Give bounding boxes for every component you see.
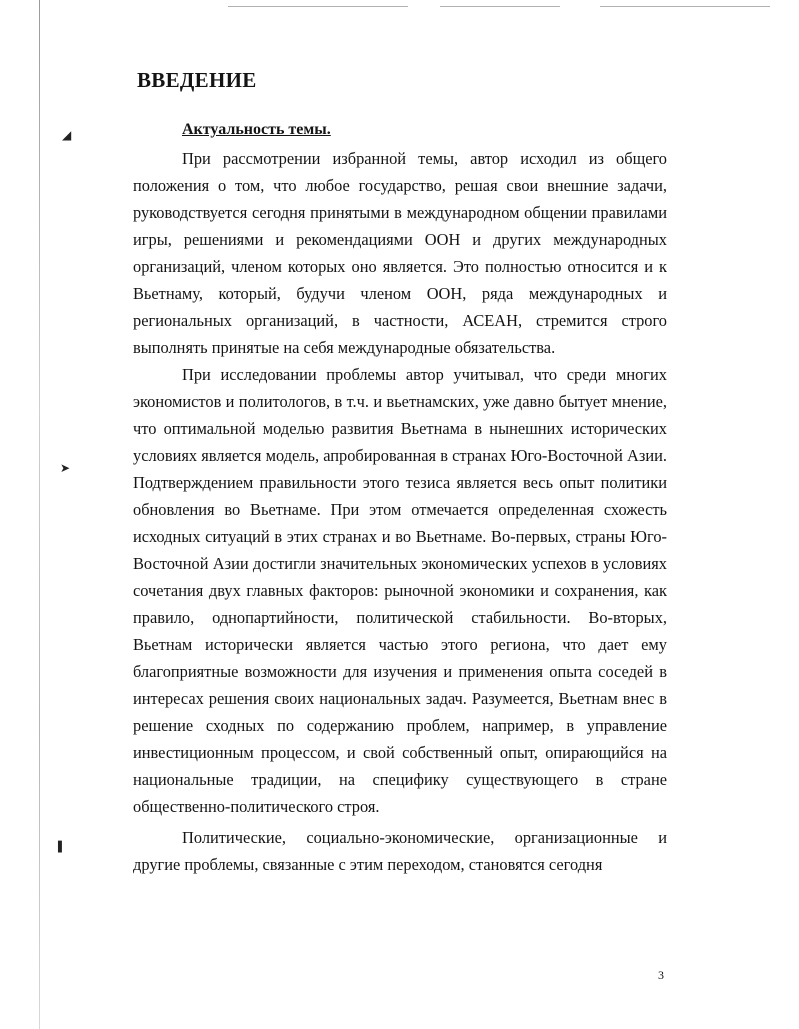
page-number: 3 bbox=[658, 968, 664, 982]
scan-speck-mark: ◢ bbox=[62, 128, 72, 142]
body-text bbox=[133, 145, 667, 878]
paragraph-3: Политические, социально-экономические, организационные и другие проблемы, связанные с этим переходом, становятся сегодня bbox=[133, 828, 667, 874]
paragraph-1: При рассмотрении избранной темы, автор исходил из общего положения о том, что любое государство, решая свои внешние задачи, руководствуется сегодня принятыми в международном общении правилами игры, решениями и рекомендациями ООН и других международных организаций, членом которых оно является. Это полностью относится и к Вьетнаму, который, будучи членом ООН, ряда международных и региональных организаций, в частности, АСЕАН, стремится строго выполнять принятые на себя международные обязательства. bbox=[133, 149, 667, 357]
scan-speck-mark: ▌ bbox=[58, 842, 66, 853]
scan-left-edge bbox=[39, 0, 40, 1029]
scan-top-dash bbox=[228, 6, 408, 7]
scan-top-dash bbox=[440, 6, 560, 7]
page-heading: ВВЕДЕНИЕ bbox=[137, 68, 257, 92]
scan-speck-mark: ➤ bbox=[60, 461, 71, 475]
paragraph-2: При исследовании проблемы автор учитывал, что среди многих экономистов и политологов, в т.ч. и вьетнамских, уже давно бытует мнение, что оптимальной моделью развития Вьетнама в нынешних исторических условиях является модель, апробированная в странах Юго-Восточной Азии. Подтверждением правильности этого тезиса является весь опыт политики обновления во Вьетнаме. При этом отмечается определенная схожесть исходных ситуаций в этих странах и во Вьетнаме. Во-первых, страны Юго-Восточной Азии достигли значительных экономических успехов в условиях сочетания двух главных факторов: рыночной экономики и сохранения, как правило, однопартийности, политической стабильности. Во-вторых, Вьетнам исторически является частью этого региона, что дает ему благоприятные возможности для изучения и применения опыта соседей в интересах решения своих национальных задач. Разумеется, Вьетнам внес в решение сходных по содержанию проблем, например, в управление инвестиционным процессом, и свой собственный опыт, опирающийся на национальные традиции, на специфику существующего в стране общественно-политического строя. bbox=[133, 365, 667, 816]
section-title: Актуальность темы. bbox=[182, 121, 331, 138]
scan-top-dash bbox=[600, 6, 770, 7]
